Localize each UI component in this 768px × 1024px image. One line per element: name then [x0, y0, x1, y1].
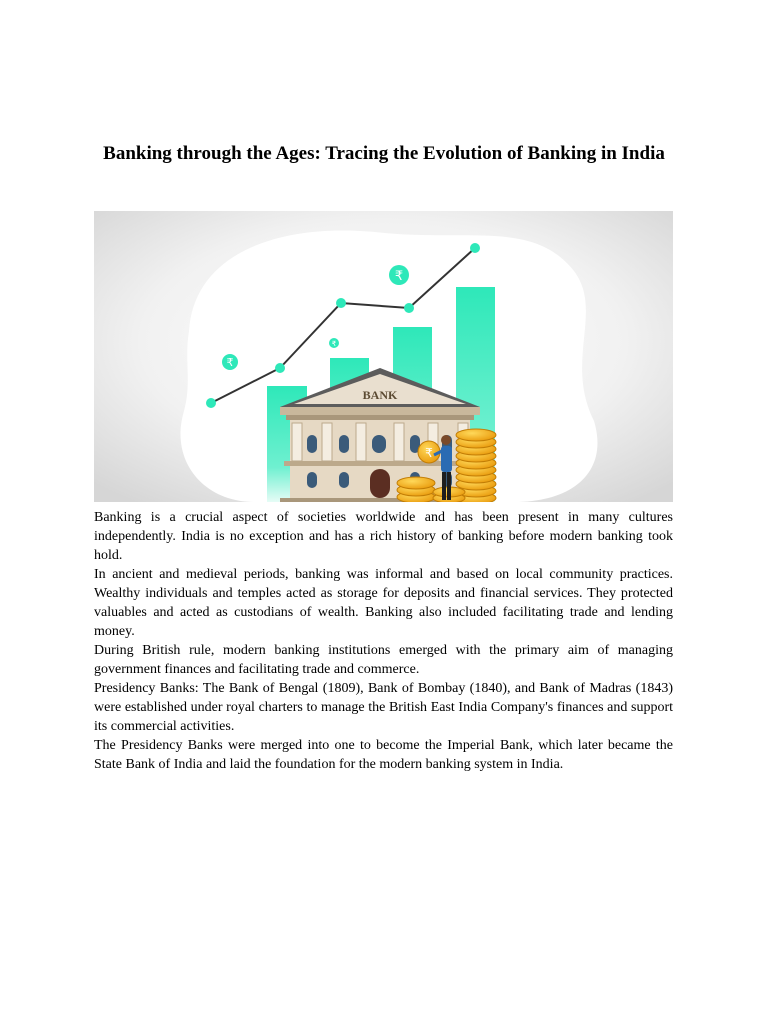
document-body [94, 508, 673, 774]
bank-door [370, 469, 390, 498]
paragraph: Banking is a crucial aspect of societies worldwide and has been present in many cultures independently. India is no exception and has a rich history of banking before modern banking took hold. [94, 510, 673, 563]
svg-text:₹: ₹ [226, 356, 234, 369]
document-title: Banking through the Ages: Tracing the Evolution of Banking in India [103, 143, 665, 164]
svg-text:₹: ₹ [425, 446, 433, 460]
bank-growth-illustration [94, 211, 673, 502]
bank-sign: BANK [362, 388, 398, 402]
paragraph: The Presidency Banks were merged into one to become the Imperial Bank, which later became the State Bank of India and laid the foundation for the modern banking system in India. [94, 738, 673, 772]
trend-point [206, 398, 216, 408]
svg-text:₹: ₹ [331, 340, 337, 348]
trend-point [404, 303, 414, 313]
trend-point [470, 243, 480, 253]
paragraph: During British rule, modern banking institutions emerged with the primary aim of managing government finances and facilitating trade and commerce. [94, 643, 673, 677]
svg-text:₹: ₹ [394, 269, 404, 284]
paragraph: Presidency Banks: The Bank of Bengal (1809), Bank of Bombay (1840), and Bank of Madras (1843) were established under royal charters to manage the British East India Company's finances and support its commercial activities. [94, 681, 673, 734]
paragraph: In ancient and medieval periods, banking was informal and based on local community practices. Wealthy individuals and temples acted as storage for deposits and financial services. They protected valuables and acted as custodians of wealth. Banking also included facilitating trade and lending money. [94, 567, 673, 639]
banking-illustration [94, 211, 673, 502]
trend-point [275, 363, 285, 373]
trend-point [336, 298, 346, 308]
